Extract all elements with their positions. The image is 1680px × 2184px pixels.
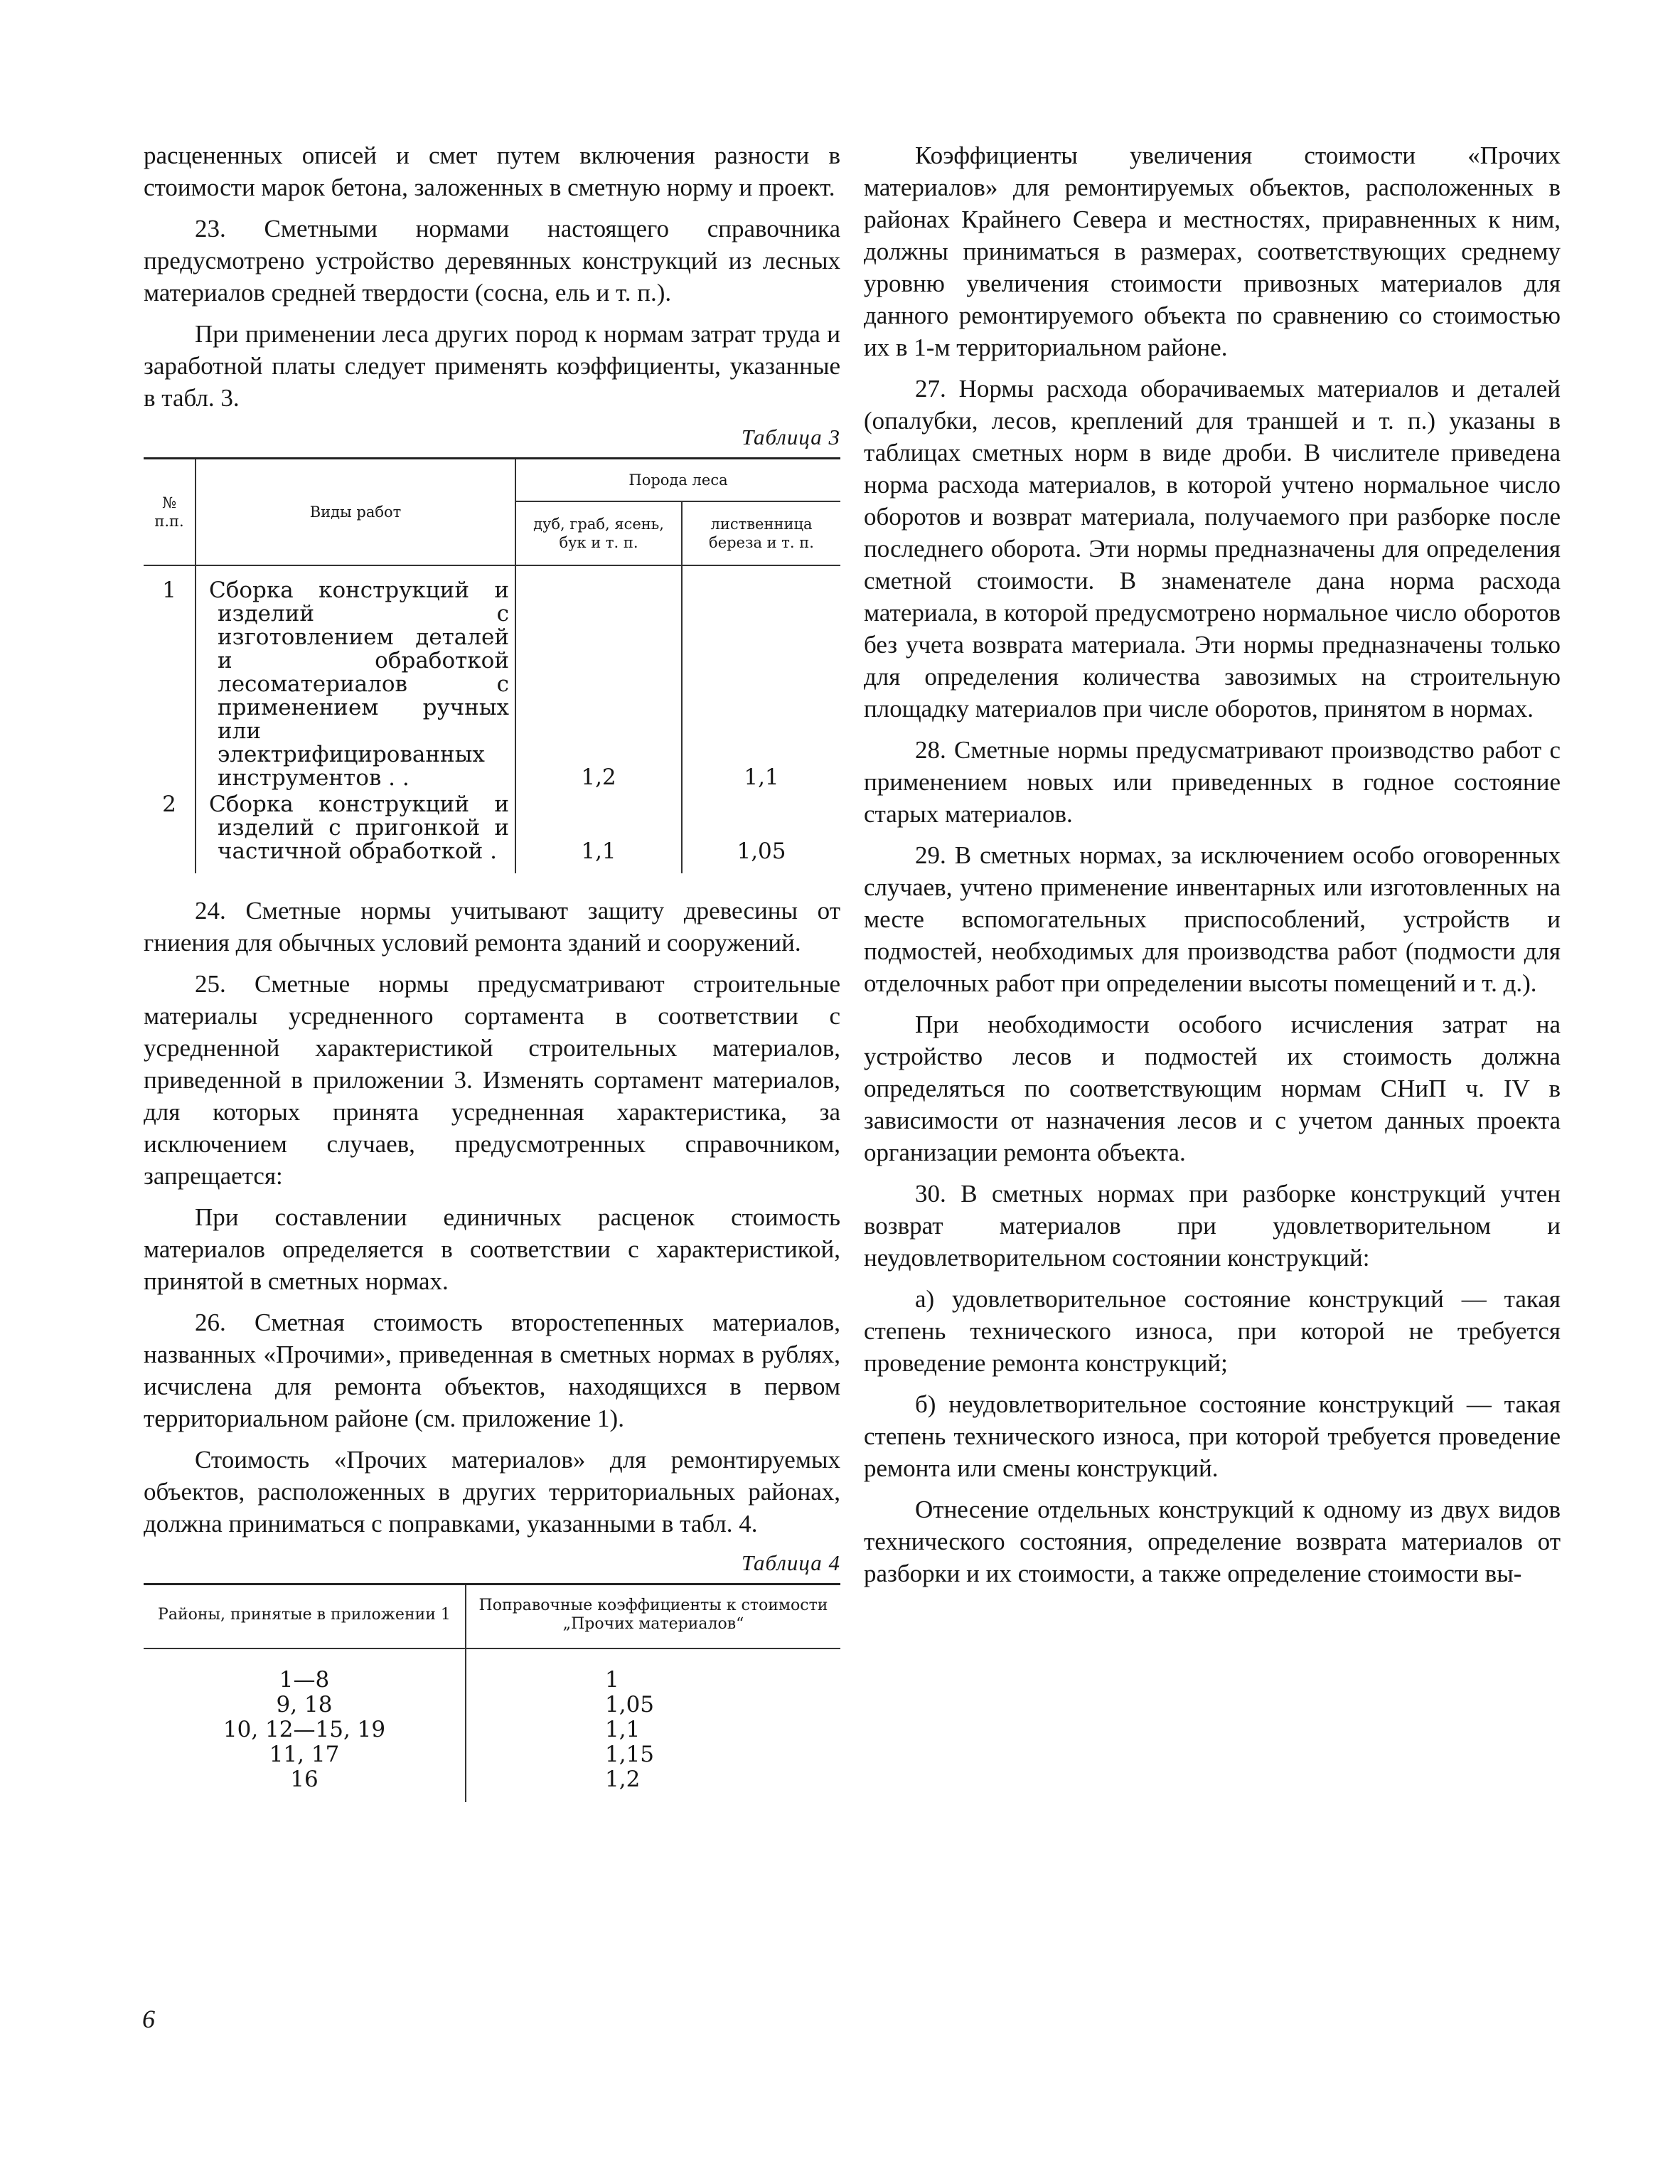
table-3-header-work: Виды работ [196,459,515,566]
table-3-row-1-k2: 1,1 [744,765,779,790]
table-3-row-2-number: 2 [144,790,196,873]
paragraph-29: 29. В сметных нормах, за исключением особо оговоренных случаев, учтено применение инвентарных или изготовленных на месте вспомогательных приспособлений, устройств и подмостей, необходимых для производства работ (подмости для отделочных работ при определении высоты помещений и т. д.). [864,841,1561,997]
paragraph-30c: Отнесение отдельных конструкций к одному из двух видов технического состояния, определение возврата материалов от разборки и их стоимости, а также определение стоимости вы- [864,1496,1561,1587]
table-3 [144,457,840,873]
table-4-row-1-district: 1—8 [144,1648,466,1693]
table-3-caption: Таблица 3 [741,425,840,449]
paragraph-intro: расцененных описей и смет путем включения разности в стоимости марок бетона, заложенных в сметную норму и проект. [144,142,840,201]
table-3-row-1-work: Сборка конструкций и изделий с изготовлением деталей и обработкой лесоматериалов с применением ручных или электрифицированных инструментов . . [209,577,509,791]
paragraph-26: 26. Сметная стоимость второстепенных материалов, названных «Прочими», приведенная в сметных нормах в рублях, исчислена для ремонта объектов, находящихся в первом территориальном районе (см. приложение 1). [144,1309,840,1432]
table-3-header-number: № п.п. [144,459,196,566]
paragraph-23: 23. Сметными нормами настоящего справочника предусмотрено устройство деревянных конструкций из лесных материалов средней твердости (сосна, ель и т. п.). [144,215,840,307]
table-4-row-4-district: 11, 17 [144,1742,466,1767]
table-4-row-5-district: 16 [144,1767,466,1802]
paragraph-26b: Стоимость «Прочих материалов» для ремонтируемых объектов, расположенных в других территориальных районах, должна приниматься с поправками, указанными в табл. 4. [144,1446,840,1538]
table-4-header-districts: Районы, принятые в приложении 1 [144,1584,466,1649]
paragraph-26c: Коэффициенты увеличения стоимости «Прочих материалов» для ремонтируемых объектов, расположенных в районах Крайнего Севера и местностях, приравненных к ним, должны приниматься в размерах, соответствующих среднему уровню увеличения стоимости привозных материалов для данного ремонтируемого объекта по сравнению со стоимостью их в 1-м территориальном районе. [864,142,1561,361]
paragraph-30a: а) удовлетворительное состояние конструкций — такая степень технического износа, при которой не требуется проведение ремонта конструкций; [864,1285,1561,1377]
table-row [144,565,840,790]
left-column [144,139,840,1802]
table-3-row-2-k2: 1,05 [737,838,786,864]
table-4-row-2-district: 9, 18 [144,1693,466,1717]
paragraph-25b: При составлении единичных расценок стоимость материалов определяется в соответствии с характеристикой, принятой в сметных нормах. [144,1203,840,1295]
table-row [144,1717,840,1742]
table-3-header-larch: лиственница береза и т. п. [682,501,840,565]
table-3-row-2-k1: 1,1 [515,790,682,873]
paragraph-30: 30. В сметных нормах при разборке конструкций учтен возврат материалов при удовлетворительном и неудовлетворительном состоянии конструкций: [864,1180,1561,1272]
table-4-row-2-coef: 1,05 [605,1692,655,1717]
table-4-caption: Таблица 4 [741,1550,840,1575]
right-column [864,139,1561,1599]
paragraph-24: 24. Сметные нормы учитывают защиту древесины от гниения для обычных условий ремонта зданий и сооружений. [144,897,840,957]
table-3-row-2-work: Сборка конструкций и изделий с пригонкой и частичной обработкой . [209,792,509,864]
table-row [144,1693,840,1717]
table-4-row-3-coef: 1,1 [605,1717,641,1742]
table-row [144,1648,840,1693]
paragraph-30b: б) неудовлетворительное состояние конструкций — такая степень технического износа, при которой требуется проведение ремонта или смены конструкций. [864,1390,1561,1482]
paragraph-25: 25. Сметные нормы предусматривают строительные материалы усредненного сортамента в соответствии с усредненной характеристикой строительных материалов, приведенной в приложении 3. Изменять сортамент материалов, для которых принята усредненная характеристика, за исключением случаев, предусмотренных справочником, запрещается: [144,970,840,1190]
table-3-row-1-k1: 1,2 [515,565,682,790]
paragraph-28: 28. Сметные нормы предусматривают производство работ с применением новых или приведенных в годное состояние старых материалов. [864,736,1561,828]
table-4-row-5-coef: 1,2 [605,1767,641,1792]
paragraph-29b: При необходимости особого исчисления затрат на устройство лесов и подмостей их стоимость должна определяться по соответствующим нормам СНиП ч. IV в зависимости от назначения лесов и с учетом данных проекта организации ремонта объекта. [864,1011,1561,1166]
table-row [144,1742,840,1767]
paragraph-23b: При применении леса других пород к нормам затрат труда и заработной платы следует применять коэффициенты, указанные в табл. 3. [144,320,840,412]
table-4-header-coefficients: Поправочные коэффициенты к стоимости „Прочих материалов“ [466,1584,840,1649]
page-number: 6 [142,2005,155,2033]
paragraph-27: 27. Нормы расхода оборачиваемых материалов и деталей (опалубки, лесов, креплений для траншей и т. п.) указаны в таблицах сметных норм в виде дроби. В числителе приведена норма расхода материалов, в которой учтено нормальное число оборотов и возврат материала, получаемого при разборке после последнего оборота. Эти нормы предназначены для определения сметной стоимости. В знаменателе дана норма расхода материала, в которой предусмотрено нормальное число оборотов без учета возврата материала. Эти нормы предназначены только для определения количества завозимых на строительную площадку материалов при числе оборотов, принятом в нормах. [864,375,1561,723]
table-4-row-3-district: 10, 12—15, 19 [144,1717,466,1742]
table-4-row-1-coef: 1 [605,1667,619,1693]
table-3-header-wood-type: Порода леса [515,459,840,502]
table-row [144,1767,840,1802]
table-4-row-4-coef: 1,15 [605,1742,655,1767]
table-3-row-1-number: 1 [144,565,196,790]
table-4 [144,1583,840,1802]
table-row [144,790,840,873]
table-3-header-hardwood: дуб, граб, ясень, бук и т. п. [515,501,682,565]
